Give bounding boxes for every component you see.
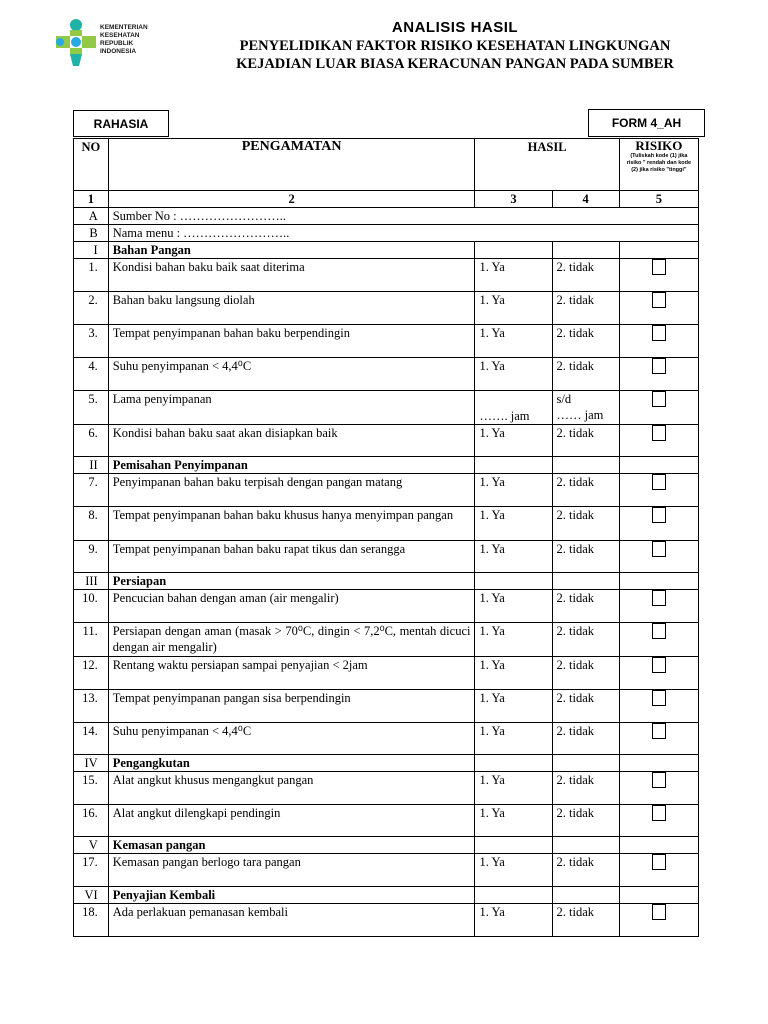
- risiko-cell: [619, 623, 698, 657]
- table-row: [74, 590, 699, 623]
- empty-cell: [552, 457, 619, 474]
- hasil-option-b[interactable]: 2. tidak: [552, 690, 619, 723]
- row-no: 12.: [74, 657, 109, 690]
- sumber-row: [74, 208, 699, 225]
- section-title: Pengangkutan: [108, 755, 475, 772]
- hasil-option-b[interactable]: 2. tidak: [552, 259, 619, 292]
- risiko-cell: [619, 772, 698, 805]
- table-row: [74, 507, 699, 541]
- section-title: Bahan Pangan: [108, 242, 475, 259]
- hasil-option-a[interactable]: 1. Ya: [475, 474, 552, 507]
- logo-line: INDONESIA: [100, 48, 137, 55]
- menu-field[interactable]: Nama menu : ……………………..: [108, 225, 698, 242]
- observation-text: Kondisi bahan baku baik saat diterima: [108, 259, 475, 292]
- risiko-cell: [619, 657, 698, 690]
- hasil-option-b[interactable]: 2. tidak: [552, 772, 619, 805]
- empty-cell: [619, 242, 698, 259]
- logo-line: KESEHATAN: [100, 32, 140, 39]
- section-row: [74, 837, 699, 854]
- col-number: 4: [552, 191, 619, 208]
- observation-text: Pencucian bahan dengan aman (air mengalir): [108, 590, 475, 623]
- table-row: [74, 623, 699, 657]
- hasil-option-a[interactable]: 1. Ya: [475, 507, 552, 541]
- hasil-option-b[interactable]: 2. tidak: [552, 904, 619, 937]
- table-row: [74, 723, 699, 755]
- kemenkes-logo: [52, 18, 162, 68]
- observation-text: Kemasan pangan berlogo tara pangan: [108, 854, 475, 887]
- header-no: NO: [74, 139, 109, 191]
- table-row: [74, 391, 699, 425]
- document-title: ANALISIS HASIL: [391, 19, 519, 36]
- section-no: VI: [74, 887, 109, 904]
- table-row: [74, 772, 699, 805]
- risiko-checkbox[interactable]: [652, 854, 666, 870]
- hasil-option-b[interactable]: 2. tidak: [552, 657, 619, 690]
- empty-cell: [475, 887, 552, 904]
- risiko-checkbox[interactable]: [652, 507, 666, 523]
- table-row: [74, 805, 699, 837]
- jam-label: …… jam: [556, 408, 604, 422]
- row-no: 4.: [74, 358, 109, 391]
- observation-text: Bahan baku langsung diolah: [108, 292, 475, 325]
- hasil-option-b[interactable]: 2. tidak: [552, 805, 619, 837]
- logo-line: REPUBLIK: [100, 40, 134, 47]
- row-no: 18.: [74, 904, 109, 937]
- table-row: [74, 657, 699, 690]
- risiko-checkbox[interactable]: [652, 723, 666, 739]
- analysis-table: [73, 138, 699, 937]
- hasil-option-b[interactable]: [552, 391, 619, 425]
- row-no: 17.: [74, 854, 109, 887]
- hasil-option-a[interactable]: 1. Ya: [475, 805, 552, 837]
- risiko-cell: [619, 854, 698, 887]
- empty-cell: [619, 457, 698, 474]
- section-row: [74, 242, 699, 259]
- observation-text: Tempat penyimpanan bahan baku berpendingin: [108, 325, 475, 358]
- risiko-checkbox[interactable]: [652, 541, 666, 557]
- document-subtitle-1: PENYELIDIKAN FAKTOR RISIKO KESEHATAN LINGKUNGAN: [239, 38, 671, 54]
- header-hasil: HASIL: [475, 139, 619, 191]
- row-no: 1.: [74, 259, 109, 292]
- document-header: [160, 18, 750, 73]
- hasil-option-a[interactable]: 1. Ya: [475, 358, 552, 391]
- risiko-cell: [619, 391, 698, 425]
- hasil-option-a[interactable]: 1. Ya: [475, 325, 552, 358]
- risiko-checkbox[interactable]: [652, 657, 666, 673]
- table-row: [74, 474, 699, 507]
- empty-cell: [619, 837, 698, 854]
- risiko-checkbox[interactable]: [652, 474, 666, 490]
- hasil-option-b[interactable]: 2. tidak: [552, 854, 619, 887]
- row-no: 5.: [74, 391, 109, 425]
- hasil-option-a[interactable]: 1. Ya: [475, 772, 552, 805]
- risiko-cell: [619, 474, 698, 507]
- empty-cell: [475, 457, 552, 474]
- row-no: 2.: [74, 292, 109, 325]
- risiko-cell: [619, 541, 698, 573]
- hasil-option-a[interactable]: 1. Ya: [475, 657, 552, 690]
- section-no: III: [74, 573, 109, 590]
- header-risiko: [619, 139, 698, 191]
- row-no: A: [74, 208, 109, 225]
- row-no: 15.: [74, 772, 109, 805]
- row-no: 7.: [74, 474, 109, 507]
- observation-text: Suhu penyimpanan < 4,4⁰C: [108, 723, 475, 755]
- risiko-cell: [619, 690, 698, 723]
- empty-cell: [552, 755, 619, 772]
- logo-text: [100, 24, 164, 56]
- observation-text: Rentang waktu persiapan sampai penyajian < 2jam: [108, 657, 475, 690]
- risiko-cell: [619, 425, 698, 457]
- empty-cell: [475, 242, 552, 259]
- section-no: IV: [74, 755, 109, 772]
- section-no: II: [74, 457, 109, 474]
- row-no: 16.: [74, 805, 109, 837]
- row-no: 10.: [74, 590, 109, 623]
- table-row: [74, 904, 699, 937]
- section-title: Pemisahan Penyimpanan: [108, 457, 475, 474]
- table-header-row: [74, 139, 699, 191]
- empty-cell: [475, 573, 552, 590]
- table-row: [74, 690, 699, 723]
- row-no: 6.: [74, 425, 109, 457]
- risiko-checkbox[interactable]: [652, 259, 666, 275]
- observation-text: Lama penyimpanan: [108, 391, 475, 425]
- col-number: 5: [619, 191, 698, 208]
- hasil-option-a[interactable]: 1. Ya: [475, 623, 552, 657]
- table-row: [74, 325, 699, 358]
- observation-text: Tempat penyimpanan bahan baku rapat tikus dan serangga: [108, 541, 475, 573]
- risiko-checkbox[interactable]: [652, 772, 666, 788]
- empty-cell: [552, 573, 619, 590]
- section-row: [74, 573, 699, 590]
- table-row: [74, 259, 699, 292]
- logo-line: KEMENTERIAN: [100, 24, 148, 31]
- row-no: 11.: [74, 623, 109, 657]
- risiko-checkbox[interactable]: [652, 292, 666, 308]
- section-no: I: [74, 242, 109, 259]
- hasil-option-a[interactable]: 1. Ya: [475, 425, 552, 457]
- section-no: V: [74, 837, 109, 854]
- risiko-cell: [619, 507, 698, 541]
- risiko-note: (Tuliskah kode (1) jika risiko " rendah dan kode (2) jika risiko "tinggi": [626, 153, 692, 173]
- hasil-option-a[interactable]: 1. Ya: [475, 590, 552, 623]
- hasil-option-a[interactable]: 1. Ya: [475, 690, 552, 723]
- hasil-option-a[interactable]: 1. Ya: [475, 854, 552, 887]
- empty-cell: [552, 837, 619, 854]
- risiko-checkbox[interactable]: [652, 325, 666, 341]
- hasil-option-a[interactable]: 1. Ya: [475, 292, 552, 325]
- observation-text: Ada perlakuan pemanasan kembali: [108, 904, 475, 937]
- table-row: [74, 425, 699, 457]
- hasil-option-b[interactable]: 2. tidak: [552, 325, 619, 358]
- header-pengamatan: PENGAMATAN: [108, 139, 475, 191]
- col-number: 2: [108, 191, 475, 208]
- hasil-option-a[interactable]: ……. jam: [475, 391, 552, 425]
- risiko-cell: [619, 904, 698, 937]
- form-code-label: FORM 4_AH: [588, 109, 705, 137]
- risiko-checkbox[interactable]: [652, 590, 666, 606]
- risiko-checkbox[interactable]: [652, 391, 666, 407]
- observation-text: Penyimpanan bahan baku terpisah dengan pangan matang: [108, 474, 475, 507]
- column-number-row: [74, 191, 699, 208]
- empty-cell: [552, 242, 619, 259]
- col-number: 1: [74, 191, 109, 208]
- section-title: Kemasan pangan: [108, 837, 475, 854]
- risiko-checkbox[interactable]: [652, 425, 666, 441]
- observation-text: Tempat penyimpanan pangan sisa berpendingin: [108, 690, 475, 723]
- section-title: Persiapan: [108, 573, 475, 590]
- risiko-cell: [619, 590, 698, 623]
- risiko-cell: [619, 358, 698, 391]
- row-no: 14.: [74, 723, 109, 755]
- document-subtitle-2: KEJADIAN LUAR BIASA KERACUNAN PANGAN PADA SUMBER: [236, 56, 674, 72]
- risiko-cell: [619, 259, 698, 292]
- empty-cell: [619, 887, 698, 904]
- empty-cell: [475, 755, 552, 772]
- empty-cell: [552, 887, 619, 904]
- risiko-cell: [619, 805, 698, 837]
- risiko-cell: [619, 292, 698, 325]
- risiko-checkbox[interactable]: [652, 805, 666, 821]
- observation-text: Alat angkut dilengkapi pendingin: [108, 805, 475, 837]
- hasil-option-a[interactable]: 1. Ya: [475, 904, 552, 937]
- row-no: 3.: [74, 325, 109, 358]
- observation-text: Tempat penyimpanan bahan baku khusus hanya menyimpan pangan: [108, 507, 475, 541]
- section-title: Penyajian Kembali: [108, 887, 475, 904]
- risiko-checkbox[interactable]: [652, 358, 666, 374]
- sumber-field[interactable]: Sumber No : ……………………..: [108, 208, 698, 225]
- observation-text: Kondisi bahan baku saat akan disiapkan baik: [108, 425, 475, 457]
- row-no: 13.: [74, 690, 109, 723]
- section-row: [74, 755, 699, 772]
- hasil-option-b[interactable]: 2. tidak: [552, 292, 619, 325]
- hasil-option-b[interactable]: 2. tidak: [552, 723, 619, 755]
- section-row: [74, 457, 699, 474]
- row-no: B: [74, 225, 109, 242]
- table-row: [74, 358, 699, 391]
- empty-cell: [619, 573, 698, 590]
- hasil-option-b[interactable]: 2. tidak: [552, 590, 619, 623]
- menu-row: [74, 225, 699, 242]
- hasil-option-b[interactable]: 2. tidak: [552, 474, 619, 507]
- table-row: [74, 541, 699, 573]
- col-number: 3: [475, 191, 552, 208]
- row-no: 8.: [74, 507, 109, 541]
- hasil-option-b[interactable]: 2. tidak: [552, 507, 619, 541]
- hasil-option-a[interactable]: 1. Ya: [475, 541, 552, 573]
- empty-cell: [475, 837, 552, 854]
- sd-label: s/d: [556, 392, 572, 406]
- risiko-title: RISIKO: [635, 138, 683, 153]
- section-row: [74, 887, 699, 904]
- risiko-cell: [619, 723, 698, 755]
- hasil-option-b[interactable]: 2. tidak: [552, 541, 619, 573]
- rahasia-label: RAHASIA: [73, 110, 169, 137]
- risiko-checkbox[interactable]: [652, 623, 666, 639]
- row-no: 9.: [74, 541, 109, 573]
- empty-cell: [619, 755, 698, 772]
- risiko-checkbox[interactable]: [652, 690, 666, 706]
- hasil-option-b[interactable]: 2. tidak: [552, 358, 619, 391]
- observation-text: Suhu penyimpanan < 4,4⁰C: [108, 358, 475, 391]
- table-row: [74, 292, 699, 325]
- risiko-checkbox[interactable]: [652, 904, 666, 920]
- hasil-option-a[interactable]: 1. Ya: [475, 723, 552, 755]
- observation-text: Alat angkut khusus mengangkut pangan: [108, 772, 475, 805]
- logo-mark-icon: [52, 18, 100, 68]
- hasil-option-a[interactable]: 1. Ya: [475, 259, 552, 292]
- table-row: [74, 854, 699, 887]
- hasil-option-b[interactable]: 2. tidak: [552, 425, 619, 457]
- risiko-cell: [619, 325, 698, 358]
- observation-text: Persiapan dengan aman (masak > 70⁰C, dingin < 7,2⁰C, mentah dicuci dengan air mengalir): [108, 623, 475, 657]
- hasil-option-b[interactable]: 2. tidak: [552, 623, 619, 657]
